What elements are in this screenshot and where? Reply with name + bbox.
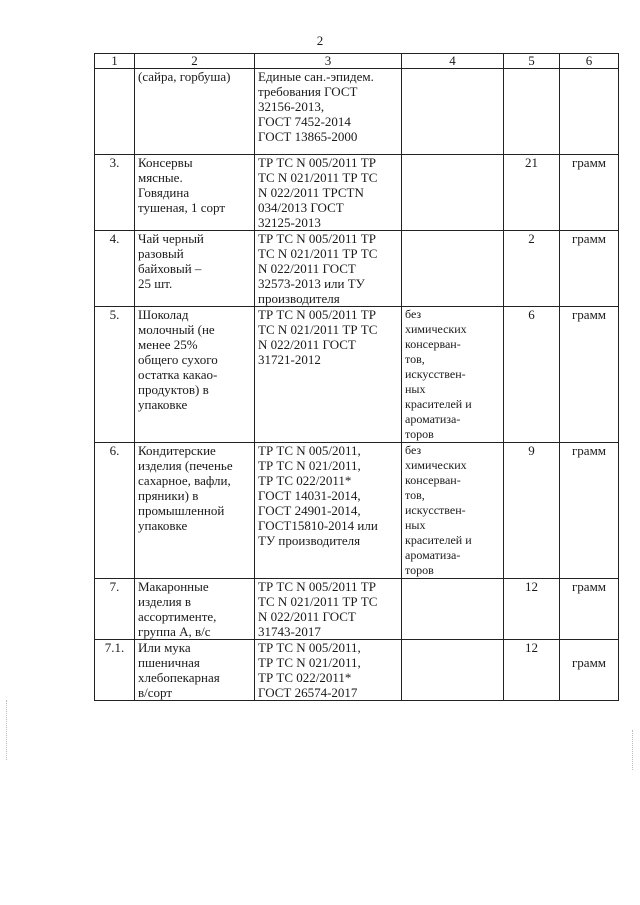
item-unit: грамм <box>560 443 619 579</box>
item-number: 7.1. <box>95 640 135 701</box>
item-quantity: 6 <box>504 307 560 443</box>
item-quantity <box>504 69 560 155</box>
item-notes <box>402 69 504 155</box>
table-row <box>95 443 619 579</box>
scan-margin-left <box>6 700 8 760</box>
item-quantity: 12 <box>504 579 560 640</box>
column-header: 2 <box>135 54 255 69</box>
item-standards: ТР ТС N 005/2011 ТР ТС N 021/2011 ТР ТС N 022/2011 ГОСТ 32573-2013 или ТУ производителя <box>255 231 402 307</box>
table-row <box>95 231 619 307</box>
item-notes <box>402 231 504 307</box>
item-number: 5. <box>95 307 135 443</box>
table-row <box>95 307 619 443</box>
table-row <box>95 155 619 231</box>
item-notes <box>402 155 504 231</box>
specification-table <box>94 53 619 701</box>
page-number: 2 <box>316 33 324 48</box>
item-notes: без химических консерван- тов, искусствен- ных красителей и ароматиза- торов <box>402 443 504 579</box>
column-header: 1 <box>95 54 135 69</box>
column-header: 6 <box>560 54 619 69</box>
item-unit <box>560 69 619 155</box>
table-header-row <box>95 54 619 69</box>
item-name: (сайра, горбуша) <box>135 69 255 155</box>
item-standards: Единые сан.-эпидем. требования ГОСТ 32156-2013, ГОСТ 7452-2014 ГОСТ 13865-2000 <box>255 69 402 155</box>
item-standards: ТР ТС N 005/2011, ТР ТС N 021/2011, ТР ТС 022/2011* ГОСТ 26574-2017 <box>255 640 402 701</box>
item-notes: без химических консерван- тов, искусствен- ных красителей и ароматиза- торов <box>402 307 504 443</box>
item-name: Кондитерские изделия (печенье сахарное, вафли, пряники) в промышленной упаковке <box>135 443 255 579</box>
item-standards: ТР ТС N 005/2011 ТР ТС N 021/2011 ТР ТС N 022/2011 ГОСТ 31743-2017 <box>255 579 402 640</box>
item-unit: грамм <box>560 579 619 640</box>
item-number: 7. <box>95 579 135 640</box>
item-number: 3. <box>95 155 135 231</box>
item-unit: грамм <box>560 640 619 701</box>
item-unit: грамм <box>560 155 619 231</box>
item-name: Консервы мясные. Говядина тушеная, 1 сорт <box>135 155 255 231</box>
item-number <box>95 69 135 155</box>
item-standards: ТР ТС N 005/2011, ТР ТС N 021/2011, ТР ТС 022/2011* ГОСТ 14031-2014, ГОСТ 24901-2014, ГОСТ15810-2014 или ТУ производителя <box>255 443 402 579</box>
column-header: 5 <box>504 54 560 69</box>
item-unit: грамм <box>560 231 619 307</box>
item-notes <box>402 640 504 701</box>
item-name: Или мука пшеничная хлебопекарная в/сорт <box>135 640 255 701</box>
table-row <box>95 579 619 640</box>
table-row <box>95 69 619 155</box>
item-name: Чай черный разовый байховый – 25 шт. <box>135 231 255 307</box>
item-quantity: 12 <box>504 640 560 701</box>
item-standards: ТР ТС N 005/2011 ТР ТС N 021/2011 ТР ТС N 022/2011 ГОСТ 31721-2012 <box>255 307 402 443</box>
item-name: Шоколад молочный (не менее 25% общего сухого остатка какао- продуктов) в упаковке <box>135 307 255 443</box>
item-standards: ТР ТС N 005/2011 ТР ТС N 021/2011 ТР ТС N 022/2011 ТРСТN 034/2013 ГОСТ 32125-2013 <box>255 155 402 231</box>
table-row <box>95 640 619 701</box>
item-quantity: 2 <box>504 231 560 307</box>
item-number: 4. <box>95 231 135 307</box>
item-notes <box>402 579 504 640</box>
scan-margin-right <box>632 730 634 770</box>
column-header: 4 <box>402 54 504 69</box>
item-quantity: 21 <box>504 155 560 231</box>
item-name: Макаронные изделия в ассортименте, группа А, в/с <box>135 579 255 640</box>
column-header: 3 <box>255 54 402 69</box>
item-quantity: 9 <box>504 443 560 579</box>
item-number: 6. <box>95 443 135 579</box>
item-unit: грамм <box>560 307 619 443</box>
